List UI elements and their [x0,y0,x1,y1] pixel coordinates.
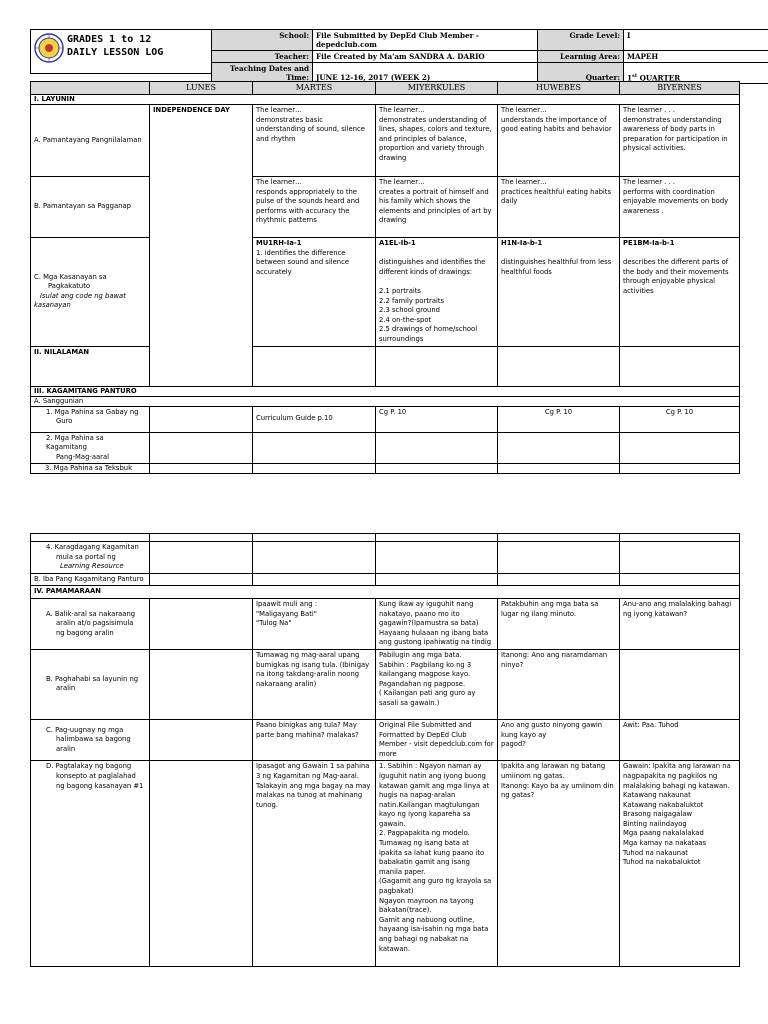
pagganap-biyernes: The learner . . . performs with coordination enjoyable movements on body awareness . [620,177,740,238]
balik-label-1: A. Balik-aral sa nakaraang [46,609,136,618]
karagdagang-label-1: 4. Karagdagang Kagamitan [46,543,139,551]
grade-level-value: I [624,30,768,51]
title-line1: GRADES 1 to 12 [67,34,152,45]
nilalaman-biyernes [620,346,740,386]
nilalaman-martes [253,346,376,386]
dates-value: JUNE 12-16, 2017 (WEEK 2) [313,63,538,84]
pag-uugnay-label-1: C. Pag-uugnay ng mga [46,725,124,734]
pagganap-huwebes: The learner… practices healthful eating habits daily [498,177,620,238]
quarter-text: QUARTER [637,73,681,82]
teksbuk-lunes [150,464,253,474]
balik-huwebes: Patakbuhin ang mga bata sa lugar ng ilang minuto. [498,598,620,649]
pagtalakay-martes: Ipasagot ang Gawain 1 sa pahina 3 ng Kagamitan ng Mag-aaral. Talakayin ang mga bagay na may malakas na tunog at mahinang tunog. [253,761,376,967]
kasanayan-huwebes [498,238,620,347]
teksbuk-label: 3. Mga Pahina sa Teksbuk [31,464,150,474]
kagamitang-biyernes [620,432,740,464]
gabay-martes: Curriculum Guide p.10 [253,406,376,432]
karagdagang-lunes [150,542,253,574]
day-miyerkules: MIYERKULES [376,82,498,95]
title-box [30,29,213,74]
section-nilalaman: II. NILALAMAN [31,346,150,386]
paghahabi-martes: Tumawag ng mag-aaral upang bumigkas ng isang tula. (Ibinigay na itong takdang-aralin noong nakaraang aralin) [253,649,376,719]
kasanayan-code-miyerkules: A1EL-Ib-1 [379,239,416,247]
pagganap-label: B. Pamantayan sa Pagganap [31,177,150,238]
pagtalakay-label-2: konsepto at paglalahad [56,771,136,780]
deped-seal-icon [34,33,64,63]
kasanayan-code-martes: MU1RH-Ia-1 [256,239,302,247]
iba-pang-label: B. Iba Pang Kagamitang Panturo [31,573,150,586]
iba-pang-lunes [150,573,253,586]
kasanayan-label-2: Pagkakatuto [48,282,91,291]
iba-pang-martes [253,573,376,586]
kasanayan-text-huwebes: distinguishes healthful from less healthful foods [501,258,612,276]
kasanayan-label-3: Isulat ang code ng bawat [40,291,126,300]
kagamitang-label-1: 2. Mga Pahina sa Kagamitang [46,433,104,452]
kagamitang-lunes [150,432,253,464]
lesson-log-table-page1 [30,81,740,474]
kagamitang-label-2: Pang-Mag-aaral [56,452,110,461]
kasanayan-martes [253,238,376,347]
balik-label [31,598,150,649]
kasanayan-text-martes: 1. identifies the difference between sound and silence accurately [256,248,350,276]
gabay-label-2: Guro [56,417,73,426]
pagtalakay-miyerkules: 1. Sabihin : Ngayon naman ay iguguhit natin ang iyong buong katawan gamit ang mga linya at hugis na napag-aralan natin.Kailangan magtulungan kayo ng iyong kapareha sa gawain. 2. Pagpapakita ng modelo. Tumawag ng isang bata at ipakita sa lahat kung paano ito babakatin gamit ang isang manila paper. (Gagamit ang guro ng krayola sa pagbakat) Ngayon mayroon na tayong bakatan(trace). Gamit ang nabuong outline, hayaang isa-isahin ng mga bata ang bahagi ng nabakat na katawan. [376,761,498,967]
pag-uugnay-miyerkules: Original File Submitted and Formatted by DepEd Club Member - visit depedclub.com for more [376,719,498,760]
pag-uugnay-label [31,719,150,760]
pagtalakay-label [31,761,150,967]
gabay-biyernes: Cg P. 10 [620,406,740,432]
paghahabi-label-1: B. Paghahabi sa layunin ng [46,674,139,683]
independence-day-cell: INDEPENDENCE DAY [150,105,253,387]
teksbuk-biyernes [620,464,740,474]
gabay-miyerkules: Cg P. 10 [376,406,498,432]
day-biyernes: BIYERNES [620,82,740,95]
day-header-blank [31,82,150,95]
kagamitang-label [31,432,150,464]
iba-pang-huwebes [498,573,620,586]
day-huwebes: HUWEBES [498,82,620,95]
teacher-value: File Created by Ma'am SANDRA A. DARIO [313,51,538,63]
dates-label-line1: Teaching Dates and [229,64,309,73]
pag-uugnay-huwebes: Ano ang gusto ninyong gawin kung kayo ay pagod? [498,719,620,760]
grade-level-label: Grade Level: [538,30,624,51]
sanggunian-label: A. Sanggunian [31,396,740,406]
pamantayang-huwebes: The learner… understands the importance of good eating habits and behavior [498,105,620,177]
pag-uugnay-label-3: aralin [56,744,76,753]
kasanayan-code-biyernes: PE1BM-Ia-b-1 [623,239,675,247]
paghahabi-huwebes: Itanong: Ano ang naramdaman ninyo? [498,649,620,719]
dates-label-line2: Time: [286,73,309,82]
section-kagamitan: III. KAGAMITANG PANTURO [31,386,740,396]
title-line2: DAILY LESSON LOG [67,47,164,58]
balik-martes: Ipaawit muli ang : "Maligayang Bati" "Tulog Na" [253,598,376,649]
pag-uugnay-label-2: halimbawa sa bagong [56,735,131,744]
quarter-ordinal: st [632,72,638,79]
kasanayan-text-biyernes: describes the different parts of the body and their movements through enjoyable physical activities [623,258,729,295]
top-blank-miyerkules [376,534,498,542]
balik-lunes [150,598,253,649]
header-block [30,29,768,82]
teacher-label: Teacher: [212,51,313,63]
top-blank-biyernes [620,534,740,542]
kasanayan-biyernes [620,238,740,347]
kagamitang-martes [253,432,376,464]
pagtalakay-huwebes: Ipakita ang larawan ng batang umiinom ng gatas. Itanong: Kayo ba ay umiinom din ng gatas? [498,761,620,967]
pamantayang-martes: The learner… demonstrates basic understanding of sound, silence and rhythm [253,105,376,177]
paghahabi-label [31,649,150,719]
pagtalakay-lunes [150,761,253,967]
day-header-row [31,82,740,95]
pag-uugnay-martes: Paano binigkas ang tula? May parte bang mahina? malakas? [253,719,376,760]
header-info-table [211,29,768,84]
balik-biyernes: Anu-ano ang malalaking bahagi ng iyong katawan? [620,598,740,649]
teksbuk-huwebes [498,464,620,474]
gabay-label [31,406,150,432]
karagdagang-biyernes [620,542,740,574]
top-blank-huwebes [498,534,620,542]
kagamitang-huwebes [498,432,620,464]
learning-area-value: MAPEH [624,51,768,63]
kagamitang-miyerkules [376,432,498,464]
kasanayan-text-miyerkules: distinguishes and identifies the different kinds of drawings: 2.1 portraits 2.2 family portraits 2.3 school ground 2.4 on-the-spot 2.5 drawings of home/school surroundings [379,258,486,343]
balik-label-3: ng bagong aralin [56,628,114,637]
karagdagang-miyerkules [376,542,498,574]
lesson-log-table-page2 [30,533,740,967]
pag-uugnay-lunes [150,719,253,760]
gabay-lunes [150,406,253,432]
paghahabi-biyernes [620,649,740,719]
pagtalakay-label-3: ng bagong kasanayan #1 [56,781,144,790]
karagdagang-label-3: Learning Resource [60,562,124,571]
pagtalakay-biyernes: Gawain: Ipakita ang larawan na nagpapakita ng pagkilos ng malalaking bahagi ng katawan. Katawang nakaunat Katawang nakabaluktot Brasong naigagalaw Binting naiindayog Mga paang nakalalakad Mga kamay na nakataas Tuhod na nakaunat Tuhod na nakabaluktot [620,761,740,967]
pagganap-martes: The learner… responds appropriately to the pulse of the sounds heard and performs with accuracy the rhythmic patterns [253,177,376,238]
paghahabi-miyerkules: Pabilugin ang mga bata. Sabihin : Pagbilang ko ng 3 kailangang magpose kayo. Pagandahan ng pagpose. ( Kailangan pati ang guro ay sasali sa gawain.) [376,649,498,719]
gabay-huwebes: Cg P. 10 [498,406,620,432]
karagdagang-martes [253,542,376,574]
iba-pang-biyernes [620,573,740,586]
teksbuk-martes [253,464,376,474]
karagdagang-huwebes [498,542,620,574]
pamantayang-label: A. Pamantayang Pangnilalaman [31,105,150,177]
day-martes: MARTES [253,82,376,95]
pamantayang-miyerkules: The learner… demonstrates understanding of lines, shapes, colors and texture, and principles of balance, proportion and variety through drawing [376,105,498,177]
school-value: File Submitted by DepEd Club Member - depedclub.com [313,30,538,51]
day-lunes: LUNES [150,82,253,95]
kasanayan-label-1: C. Mga Kasanayan sa [34,272,107,281]
kasanayan-label [31,238,150,347]
school-label: School: [212,30,313,51]
top-blank-lunes [150,534,253,542]
kasanayan-label-4: kasanayan [34,301,71,310]
karagdagang-label-2: mula sa portal ng [56,552,116,561]
top-blank-martes [253,534,376,542]
teksbuk-miyerkules [376,464,498,474]
karagdagang-label [31,542,150,574]
nilalaman-miyerkules [376,346,498,386]
gabay-label-1: 1. Mga Pahina sa Gabay ng [46,407,139,416]
pagtalakay-label-1: D. Pagtalakay ng bagong [46,762,132,771]
pag-uugnay-biyernes: Awit: Paa. Tuhod [620,719,740,760]
quarter-number: 1 [627,73,633,82]
paghahabi-label-2: aralin [56,684,76,693]
section-layunin: I. LAYUNIN [31,95,740,105]
kasanayan-code-huwebes: H1N-Ia-b-1 [501,239,543,247]
pamantayang-biyernes: The learner . . . demonstrates understanding awareness of body parts in preparation for participation in physical activities. [620,105,740,177]
learning-area-label: Learning Area: [538,51,624,63]
top-blank-label [31,534,150,542]
iba-pang-miyerkules [376,573,498,586]
nilalaman-huwebes [498,346,620,386]
quarter-label: Quarter: [538,63,624,84]
balik-miyerkules: Kung ikaw ay iguguhit nang nakatayo, paano mo ito gagawin?(Ipamustra sa bata) Hayaang hulaaan ng ibang bata ang gustong ipahiwatig na tindig [376,598,498,649]
kasanayan-miyerkules [376,238,498,347]
balik-label-2: aralin at/o pagsisimula [56,619,134,628]
pagganap-miyerkules: The learner… creates a portrait of himself and his family which shows the elements and principles of art by drawing [376,177,498,238]
paghahabi-lunes [150,649,253,719]
section-pamamaraan: IV. PAMAMARAAN [31,586,740,599]
